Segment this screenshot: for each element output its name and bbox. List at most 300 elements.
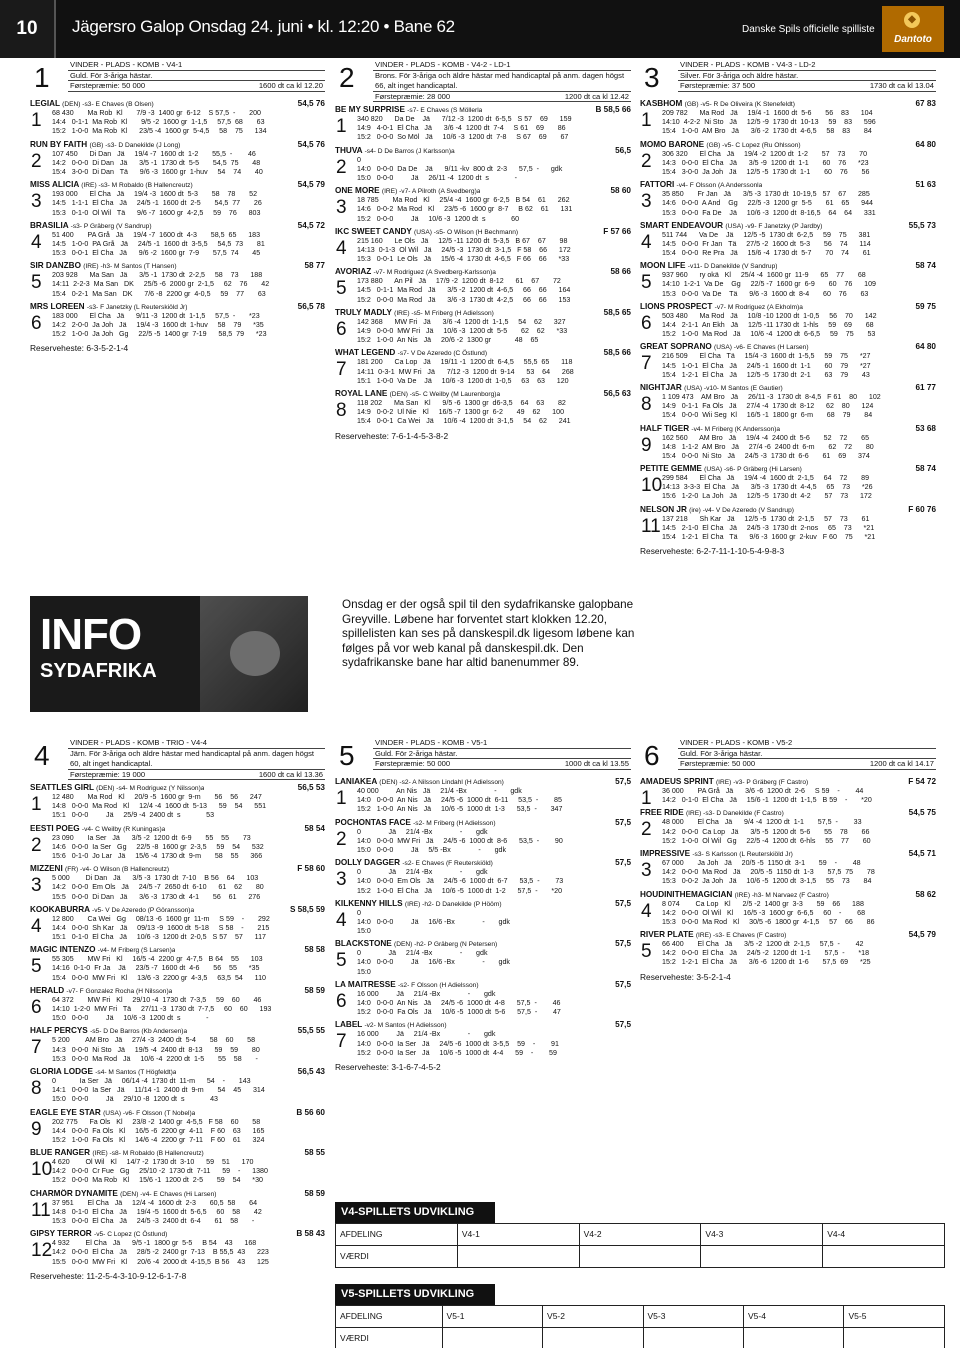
horse-name: RIVER PLATE xyxy=(640,930,694,940)
form-row: 15:4 0-0-0 MW Fri Kl 13/6 -3 2200 gr 4-3,5 63,5 54 110 xyxy=(52,973,266,982)
v4-table xyxy=(335,1223,945,1268)
horse-rating: 57,5 xyxy=(615,1020,631,1030)
form-row: 14:10 4-2-2 Ni Sto Jä 12/5 -9 1730 dt 10-13 59 83 596 xyxy=(662,118,876,127)
form-row: 14:11 2-2-3 Ma San DK 25/5 -6 2000 gr 2-1,5 62 76 42 xyxy=(52,280,270,289)
form-row: 15:1 0-1-0 El Cha Jä 10/6 -3 1200 dt 2-0,5 S 57 57 117 xyxy=(52,933,266,942)
horse-name: NIGHTJAR xyxy=(640,382,682,392)
form-row: 14:3 0-0-0 Ni Sto Jä 19/5 -4 2400 dt 8-13 59 59 80 xyxy=(52,1045,260,1054)
horse-name: KASBHOM xyxy=(640,99,683,108)
table-cell xyxy=(701,1246,823,1268)
form-row: 14:0 0-0-0 Jä 16/6 -Bx - gdk xyxy=(357,958,510,967)
horse-rating: 58 74 xyxy=(915,464,936,474)
horse-entry xyxy=(335,105,631,143)
start-number: 6 xyxy=(336,990,347,1012)
form-row: 181 200 Ca Lop Jä 19/11 -1 1200 dt 6-4,5 55,5 65 118 xyxy=(357,358,573,367)
form-row: 15:2 0-0-0 Ma Rod Jä 3/6 -3 1730 dt 4-2,5 66 66 153 xyxy=(357,295,571,304)
horse-entry xyxy=(640,505,936,543)
horse-info: (IRE) -s3- D Danekilde (F Castro) xyxy=(685,810,784,818)
table-cell: V5-4 xyxy=(744,1306,844,1328)
horse-name: ROYAL LANE xyxy=(335,388,388,398)
race-conditions: Guld. För 3-åriga hästar. xyxy=(678,749,936,760)
horse-name: FREE RIDE xyxy=(640,808,684,818)
horse-entry xyxy=(335,227,631,265)
horse-info: -s3- P Gräberg (V Sandrup) xyxy=(70,222,152,230)
form-row: 203 928 Ma San Jä 3/5 -1 1730 dt 2-2,5 58 73 188 xyxy=(52,271,263,280)
form-row: 15:6 0-1-0 Jo Lar Jä 15/6 -4 1730 dt 9-m 58 55 366 xyxy=(52,851,263,860)
reserve-horses: Reserveheste: 3-1-6-7-4-5-2 xyxy=(335,1061,441,1072)
form-row: 14:3 0-0-0 El Cha Jä 3/5 -9 1200 dt 1-1 60 76 *23 xyxy=(662,158,869,167)
race-title: VINDER - PLADS - KOMB - TRIO - V4-4 xyxy=(68,738,325,749)
form-row: 15:4 0-0-1 Ca Wei Jä 10/6 -4 1200 dt 3-1,5 54 62 241 xyxy=(357,417,571,426)
horse-rating: 58 66 xyxy=(610,267,631,277)
horse-rating: 53 68 xyxy=(915,423,936,433)
race-number: 10 xyxy=(0,0,56,58)
form-row: 15:4 3-0-0 Di Dan Tä 9/6 -3 1600 gr 1-huv 54 74 40 xyxy=(52,167,263,176)
race-title: VINDER - PLADS - KOMB - V4-3 - LD-2 xyxy=(678,60,936,71)
form-row: 0 xyxy=(357,908,361,917)
start-number: 2 xyxy=(641,819,652,841)
horse-entry xyxy=(640,383,936,421)
form-row: 14:0 0-0-0 An Nis Jä 24/5 -6 1000 dt 4-8 57,5 - 46 xyxy=(357,999,561,1007)
form-row: 14:10 1-2-0 MW Fri Tä 27/11 -3 1730 dt 7-7,5 60 60 193 xyxy=(52,1005,272,1013)
horse-info: (GB) -v5- R De Oliveira (K Stenefeldt) xyxy=(684,101,795,108)
horse-entry xyxy=(335,899,631,937)
horse-rating: F 57 66 xyxy=(603,226,631,236)
horse-info: (USA) -s6- P Gräberg (Hi Larsen) xyxy=(704,466,802,474)
form-row: 4 932 El Cha Jä 9/5 -1 1800 gr 5-5 B 54 43 168 xyxy=(52,1239,257,1248)
table-cell: VÆRDI xyxy=(336,1328,443,1348)
form-row: 23 090 Ia Ser Jä 3/5 -2 1200 dt 6-9 55 55 73 xyxy=(52,833,251,842)
horse-entry xyxy=(640,99,936,137)
form-row: 40 000 An Nis Jä 21/4 -Bx - gdk xyxy=(357,787,522,795)
race-title: VINDER - PLADS - KOMB - V5-1 xyxy=(373,738,631,749)
horse-name: AMADEUS SPRINT xyxy=(640,777,714,786)
horse-info: -s2- M Friberg (H Adielsson) xyxy=(413,819,496,827)
start-number: 9 xyxy=(641,434,652,456)
horse-info: (IRE) -s3- M Robaldo (B Hallencreutz) xyxy=(81,182,193,190)
form-row: 15:3 0-0-0 Ma Rod Kl 30/5 -6 1800 gr 4-1,5 57 66 86 xyxy=(662,917,875,926)
form-row: 183 000 El Cha Jä 9/11 -3 1200 dt 1-1,5 57,5 - *23 xyxy=(52,311,260,320)
form-row: 14:4 0-0-0 Sh Kar Jä 09/13 -9 1600 dt 5-18 S 58 - 215 xyxy=(52,923,270,932)
horse-info: -v4- F Olsson (A Anderssonla xyxy=(676,182,763,190)
horse-entry xyxy=(640,464,936,502)
form-row: 15:2 1-0-0 An Nis Jä 20/6 -2 1300 gr 48 65 xyxy=(357,336,539,345)
form-row: 66 400 El Cha Jä 3/5 -2 1200 dt 2-1,5 57,5 - 42 xyxy=(662,940,864,949)
horse-entry xyxy=(335,939,631,977)
horse-rating: 54,5 79 xyxy=(908,930,936,940)
start-number: 3 xyxy=(336,197,347,219)
table-cell xyxy=(744,1328,844,1348)
form-row: 15:3 0-0-1 El Cha Jä 9/6 -2 1600 gr 7-9 57,5 74 45 xyxy=(52,249,261,258)
horse-info: -v2- M Santos (H Adielsson) xyxy=(364,1022,447,1030)
start-number: 4 xyxy=(336,909,347,931)
form-row: 15:2 1-0-0 An Nis Jä 10/6 -5 1000 dt 1-3 53,5 - 347 xyxy=(357,805,563,814)
form-row: 15:2 1-0-0 Ol Wil Gg 22/5 -4 1200 dt 6-hls 55 77 60 xyxy=(662,836,871,845)
horse-entry xyxy=(30,221,325,259)
start-number: 8 xyxy=(31,1077,42,1099)
horse-entry xyxy=(640,140,936,178)
horse-entry xyxy=(640,302,936,340)
race-conditions: Brons. För 3-åriga och äldre hästar med handicaptal på anm. dagen högst 66, alt inget handicaptal. xyxy=(373,71,631,92)
reserve-horses: Reserveheste: 7-6-1-4-5-3-8-2 xyxy=(335,430,449,441)
horse-entry xyxy=(640,777,936,809)
horse-entry xyxy=(30,824,325,862)
form-row: 12 480 Ma Rod Kl 20/9 -5 1600 gr 9-m 56 56 247 xyxy=(52,793,262,801)
table-cell xyxy=(643,1328,743,1348)
start-number: 7 xyxy=(641,353,652,375)
start-number: 5 xyxy=(31,272,42,294)
horse-name: LEGIAL xyxy=(30,99,60,108)
horse-info: (DEN) -h2- P Gräberg (N Petersen) xyxy=(394,941,498,949)
form-row: 14:6 0-0-0 Ia Ser Gg 22/5 -8 1600 gr 2-3,5 59 54 532 xyxy=(52,842,264,851)
form-row: 14:5 1-1-1 El Cha Jä 24/5 -1 1600 dt 2-5 54,5 77 26 xyxy=(52,199,262,208)
race-title: VINDER - PLADS - KOMB - V5-2 xyxy=(678,738,936,749)
start-number: 2 xyxy=(336,156,347,178)
horse-name: BLUE RANGER xyxy=(30,1148,91,1158)
race-number: 2 xyxy=(339,62,355,93)
race-time: 1600 dt ca kl 13.36 xyxy=(258,769,323,779)
table-cell: V5-3 xyxy=(643,1306,743,1328)
horse-rating: 58 59 xyxy=(304,985,325,995)
horse-rating: 54,5 76 xyxy=(297,139,325,149)
start-number: 1 xyxy=(31,110,42,131)
v5-development: V5-SPILLETS UDVIKLING AFDELING V5-1 V5-2 V5-3 V5-4 V5-5 VÆRDI xyxy=(335,1284,945,1348)
form-row: 14:9 0-0-2 Ul Nie Kl 16/5 -7 1300 gr 6-2 49 62 100 xyxy=(357,408,565,417)
horse-rating: F 58 60 xyxy=(297,864,325,874)
horse-info: (DEN) -s4- M Rodriguez (Y Nilsson)a xyxy=(96,785,205,792)
form-row: 503 480 Ma Rod Jä 10/8 -10 1200 dt 1-0,5 56 70 142 xyxy=(662,311,877,320)
form-row: 15:3 0-0-0 Va De Tä 9/6 -3 1600 dt 8-4 60 76 63 xyxy=(662,289,869,298)
horse-info: (DEN) -s5- C Weilby (M Laurenborg)a xyxy=(389,390,501,398)
race-6 xyxy=(640,738,936,982)
first-prize: Førstepræmie: 50 000 xyxy=(680,759,756,768)
horse-entry xyxy=(30,986,325,1024)
form-row: 15:2 0-0-0 Ma Rob Kl 15/6 -1 1200 dt 2-5 59 54 *30 xyxy=(52,1176,263,1185)
horse-info: -v5- V De Azeredo (P Göransson)a xyxy=(92,906,195,914)
horse-entry xyxy=(30,1229,325,1267)
page-header xyxy=(0,0,960,58)
first-prize: Førstepræmie: 37 500 xyxy=(680,81,756,90)
start-number: 6 xyxy=(336,318,347,340)
horse-info: (IRE) -h3- M Santos (T Hansen) xyxy=(83,263,177,271)
race-title: VINDER - PLADS - KOMB - V4-2 - LD-1 xyxy=(373,60,631,71)
table-row xyxy=(336,1328,945,1348)
start-number: 3 xyxy=(31,191,42,213)
start-number: 2 xyxy=(31,150,42,172)
horse-name: LIONS PROSPECT xyxy=(640,301,713,311)
table-cell: V4-2 xyxy=(579,1224,701,1246)
start-number: 5 xyxy=(641,272,652,294)
form-row: 15:2 1-0-0 Ja Joh Gg 22/5 -5 1400 gr 7-19 58,5 79 *23 xyxy=(52,330,267,339)
reserve-horses: Reserveheste: 6-3-5-2-1-4 xyxy=(30,343,129,354)
horse-entry xyxy=(30,140,325,178)
horse-info: -v7- F Gonzalez Rocha (H Nilsson)a xyxy=(66,987,173,995)
horse-info: -s2- F Olsson (H Adielsson) xyxy=(397,981,479,989)
form-row: 216 509 El Cha Tä 15/4 -3 1600 dt 1-5,5 59 75 *27 xyxy=(662,352,871,361)
table-cell: V4-1 xyxy=(457,1224,579,1246)
form-row: 202 775 Fa Ols Kl 23/8 -2 1400 gr 4-5,5 F 58 60 58 xyxy=(52,1117,261,1126)
form-row: 5 000 Di Dan Jä 3/5 -3 1730 dt 7-10 B 56 64 103 xyxy=(52,874,259,883)
race-time: 1730 dt ca kl 13.04 xyxy=(869,81,934,90)
horse-name: HOUDINITHEMAGICIAN xyxy=(640,889,733,899)
start-number: 1 xyxy=(336,788,347,809)
form-row: 14:2 0-0-0 Ca Lop Jä 3/5 -5 1200 dt 5-6 55 78 66 xyxy=(662,827,870,836)
horse-name: TRULY MADLY xyxy=(335,307,392,317)
horse-name: MISS ALICIA xyxy=(30,180,79,190)
form-row: 35 850 Fr Jan Jä 3/5 -3 1730 dt 10-19,5 57 67 285 xyxy=(662,190,870,199)
horse-info: -v4- M Friberg (K Andersson)a xyxy=(691,425,781,433)
form-row: 14:0 0-0-0 Em Ols Jä 24/5 -6 1000 dt 6-7 53,5 - 73 xyxy=(357,877,564,886)
horse-rating: 58,5 66 xyxy=(603,348,631,358)
horse-rating: 56,5 xyxy=(615,145,631,155)
horse-rating: 58 60 xyxy=(610,186,631,196)
horse-entry xyxy=(30,302,325,340)
table-cell xyxy=(823,1246,945,1268)
form-row: 4 620 Ol Wil Kl 14/7 -2 1730 dt 3-10 59 51 170 xyxy=(52,1158,254,1167)
form-row: 14:0 0-0-0 Da De Jä 9/11 -kv 800 dt 2-3 57,5 - gdk xyxy=(357,164,563,173)
horse-info: -v4- C Weilby (R Kuningas)a xyxy=(81,825,166,833)
form-row: 14:11 0-3-1 MW Fri Jä 7/12 -3 1200 dt 9-14 53 64 268 xyxy=(357,367,574,376)
horse-info: (ire) -v4- V De Azeredo (V Sandrup) xyxy=(689,506,794,514)
horse-name: EAGLE EYE STAR xyxy=(30,1107,101,1117)
horse-info: (USA) -v9- F Janetzky (P Jardby) xyxy=(725,222,823,230)
horse-entry xyxy=(335,267,631,305)
horse-info: (GB) -v5- C Lopez (Ru Ohlsson) xyxy=(706,141,801,149)
horse-name: WHAT LEGEND xyxy=(335,348,396,358)
table-cell xyxy=(579,1246,701,1268)
horse-info: (IRE) -s8- M Robaldo (B Hallencreutz) xyxy=(92,1150,204,1158)
horse-rating: S 58,5 59 xyxy=(289,904,325,914)
race-3 xyxy=(640,60,936,557)
horse-rating: 64 80 xyxy=(915,342,936,352)
start-number: 2 xyxy=(336,828,347,850)
horse-info: -s7- V De Azeredo (C Östlund) xyxy=(397,350,488,358)
start-number: 3 xyxy=(641,859,652,881)
horse-entry xyxy=(335,1020,631,1058)
horse-entry xyxy=(30,864,325,902)
horse-rating: 61 77 xyxy=(915,382,936,392)
start-number: 1 xyxy=(641,788,652,809)
start-number: 2 xyxy=(31,834,42,856)
table-row xyxy=(336,1246,945,1268)
form-row: 15:2 1-0-0 Ma Rod Jä 10/6 -4 1200 dt 6-6,5 59 75 53 xyxy=(662,330,876,339)
form-row: 15:2 0-0-0 Fa Ols Jä 10/6 -5 1000 dt 5-6 57,5 - 47 xyxy=(357,1008,561,1017)
form-row: 15:4 1-2-1 El Cha Jä 12/5 -5 1730 dt 2-1 63 79 43 xyxy=(662,370,870,379)
form-row: 15:0 0-0-0 Jä 26/11 -4 1200 dt s - xyxy=(357,173,517,182)
form-row: 14:5 0-0-0 Fr Jan Tä 27/5 -2 1600 dt 5-3 56 74 114 xyxy=(662,239,871,248)
form-row: 14:10 1-2-1 Va De Gg 22/5 -7 1600 gr 6-9 60 76 109 xyxy=(662,280,876,289)
start-number: 7 xyxy=(336,359,347,381)
form-row: 36 000 PA Grå Jä 3/6 -6 1200 dt 2-6 S 59 - 44 xyxy=(662,787,864,795)
start-number: 7 xyxy=(336,1031,347,1053)
form-row: 1 109 473 AM Bro Jä 26/11 -3 1730 dt 8-4,5 F 61 80 102 xyxy=(662,392,881,401)
form-row: 14:4 0-0-0 Fa Ols Kl 16/5 -6 2200 gr 4-11 F 60 63 165 xyxy=(52,1126,265,1135)
race-time: 1600 dt ca kl 12.20 xyxy=(258,81,323,90)
form-row: 15:2 0-0-0 Jä 10/6 -3 1200 dt s 60 xyxy=(357,214,520,223)
horse-rating: 51 63 xyxy=(915,180,936,190)
horse-rating: 55,5 73 xyxy=(908,220,936,230)
horse-rating: 58 62 xyxy=(915,889,936,899)
horse-name: EESTI POEG xyxy=(30,823,80,833)
horse-name: LABEL xyxy=(335,1020,363,1030)
form-row: 15:2 0-0-0 So Möl Jä 10/6 -3 1200 dt 7-8 S 67 69 67 xyxy=(357,133,569,142)
horse-name: LA MAITRESSE xyxy=(335,979,396,989)
form-row: 15:0 0-0-0 Jä 29/10 -8 1200 dt s 43 xyxy=(52,1095,219,1104)
horse-name: RUN BY FAITH xyxy=(30,139,88,149)
reserve-horses: Reserveheste: 6-2-7-11-1-10-5-4-9-8-3 xyxy=(640,546,785,557)
form-row: 15:3 0-0-0 Ma Rod Jä 10/6 -4 2200 dt 1-5 55 58 - xyxy=(52,1054,258,1063)
start-number: 11 xyxy=(641,515,661,537)
horse-rating: 54,5 75 xyxy=(908,808,936,818)
form-row: 55 305 MW Fri Kl 16/5 -4 2200 gr 4-7,5 B 64 55 103 xyxy=(52,955,263,964)
horse-name: DOLLY DAGGER xyxy=(335,858,401,868)
start-number: 5 xyxy=(336,950,347,972)
horse-rating: 58 55 xyxy=(304,1148,325,1158)
form-row: 14:5 0-1-1 Ma Rod Jä 3/5 -2 1200 dt 4-6,5 66 66 164 xyxy=(357,286,571,295)
horse-name: FATTORI xyxy=(640,180,675,190)
form-row: 15:4 3-0-0 Ja Joh Jä 12/5 -5 1730 dt 1-1 60 76 56 xyxy=(662,167,870,176)
start-number: 4 xyxy=(641,900,652,922)
form-row: 193 000 El Cha Jä 19/4 -3 1600 dt 5-3 58 78 52 xyxy=(52,190,258,199)
horse-entry xyxy=(640,221,936,259)
form-row: 12 800 Ca Wei Gg 08/13 -6 1600 gr 11-m S 59 - 292 xyxy=(52,914,270,923)
horse-name: MRS LOREEN xyxy=(30,301,85,311)
horse-photo xyxy=(200,596,308,712)
horse-rating: 54,5 72 xyxy=(297,220,325,230)
start-number: 5 xyxy=(641,941,652,963)
horse-info: (DEN) -v4- E Chaves (Hi Larsen) xyxy=(120,1190,217,1198)
horse-info: -v4- M Friberg (S Larsen)a xyxy=(97,947,176,955)
form-row: 142 368 MW Fri Jä 3/6 -4 1200 dt 1-1,5 54 62 327 xyxy=(357,317,566,326)
horse-rating: 55,5 55 xyxy=(297,1026,325,1036)
start-number: 9 xyxy=(31,1118,42,1140)
table-cell: V5-2 xyxy=(543,1306,643,1328)
start-number: 3 xyxy=(641,191,652,213)
form-row: 15:0 xyxy=(357,927,371,936)
form-row: 15:1 0-0-0 Jä 25/9 -4 2400 dt s 53 xyxy=(52,811,215,820)
horse-entry xyxy=(335,348,631,386)
start-number: 1 xyxy=(336,116,347,137)
horse-entry xyxy=(335,858,631,896)
first-prize: Førstepræmie: 19 000 xyxy=(70,769,146,779)
race-conditions: Guld. För 3-åriga hästar. xyxy=(68,71,325,82)
start-number: 10 xyxy=(641,475,663,497)
horse-rating: 57,5 xyxy=(615,979,631,989)
table-cell xyxy=(442,1328,542,1348)
info-banner: INFO SYDAFRIKA xyxy=(30,596,308,712)
form-row: 14:2 0-0-0 Cr Fue Gg 25/10 -2 1730 dt 7-11 59 - 1380 xyxy=(52,1167,268,1176)
form-row: 15:5 0-0-0 MW Fri Kl 20/6 -4 2000 dt 4-15,5 B 56 43 125 xyxy=(52,1257,269,1266)
horse-info: (DEN) -s3- E Chaves (B Olsen) xyxy=(62,101,154,108)
form-row: 162 560 AM Bro Jä 19/4 -4 2400 dt 5-6 52 72 65 xyxy=(662,433,870,442)
horse-rating: 58 77 xyxy=(304,261,325,271)
form-row: 173 880 An Pil Jä 17/9 -2 1200 dt 8-12 61 67 72 xyxy=(357,277,561,286)
form-row: 306 320 El Cha Jä 19/4 -2 1200 dt 1-2 57 73 70 xyxy=(662,149,868,158)
start-number: 8 xyxy=(641,393,652,415)
table-cell xyxy=(457,1246,579,1268)
horse-rating: 58 74 xyxy=(915,261,936,271)
horse-rating: 54,5 79 xyxy=(297,180,325,190)
form-row: 48 000 El Cha Jä 9/4 -4 1200 dt 1-1 57,5 - 33 xyxy=(662,818,862,827)
form-row: 15:1 1-0-0 Va De Jä 10/6 -3 1200 dt 1-0,5 63 63 120 xyxy=(357,376,569,385)
race-title: VINDER - PLADS - KOMB - V4-1 xyxy=(68,60,325,71)
horse-name: ONE MORE xyxy=(335,186,380,196)
form-row: 64 372 MW Fri Kl 29/10 -4 1730 dt 7-3,5 59 60 46 xyxy=(52,995,262,1004)
form-row: 14:4 0-1-1 Ma Rob Kl 9/5 -2 1600 gr 1-1,5 57,5 68 63 xyxy=(52,118,265,127)
horse-info: -v5- C Lopez (C Östlund) xyxy=(94,1231,168,1239)
start-number: 7 xyxy=(31,1037,42,1059)
horse-info: -s2- E Chaves (F Reuterskiöld) xyxy=(402,860,493,868)
table-cell: AFDELING xyxy=(336,1306,443,1328)
form-row: 15:6 1-2-0 La Joh Jä 12/5 -5 1730 dt 4-2 57 73 172 xyxy=(662,492,872,501)
first-prize: Førstepræmie: 50 000 xyxy=(70,81,146,90)
horse-rating: 56,5 53 xyxy=(297,783,325,792)
horse-info: (USA) -s5- O Wilson (H Bechmann) xyxy=(414,228,519,236)
header-subtitle: Danske Spils officielle spilliste xyxy=(742,24,875,35)
horse-rating: F 60 76 xyxy=(908,504,936,514)
race-number: 1 xyxy=(34,62,50,93)
horse-rating: 57,5 xyxy=(615,898,631,908)
start-number: 6 xyxy=(641,312,652,334)
horse-info: -s3- S Karlsson (L Reuterskiöld Jr) xyxy=(692,850,793,858)
horse-info: -s7- E Chaves (S Möllerla xyxy=(407,107,483,114)
horse-entry xyxy=(30,783,325,821)
form-row: 14:16 0-1-0 Fr Ja Jä 23/5 -7 1600 dt 4-6 56 55 *35 xyxy=(52,964,260,973)
race-1 xyxy=(30,60,325,354)
start-number: 1 xyxy=(31,794,42,815)
horse-name: MOON LIFE xyxy=(640,261,686,271)
form-row: 15:0 0-0-0 Jä 10/6 -3 1200 dt s - xyxy=(52,1014,209,1023)
table-cell: V5-1 xyxy=(442,1306,542,1328)
horse-rating: 58 58 xyxy=(304,945,325,955)
race-conditions: Silver. För 3-åriga och äldre hästar. xyxy=(678,71,936,82)
form-row: 15:0 0-0-0 Jä 5/5 -Bx - gdk xyxy=(357,845,507,854)
race-2 xyxy=(335,60,631,441)
form-row: 15:3 0-1-0 Ol Wil Tä 9/6 -7 1600 gr 4-2,5 59 76 803 xyxy=(52,208,261,217)
horse-entry xyxy=(640,424,936,462)
form-row: 0 Jä 21/4 -Bx - gdk xyxy=(357,827,488,836)
race-number: 6 xyxy=(644,740,660,771)
horse-info: -v7- M Rodriguez (A Ekholm)a xyxy=(714,303,803,311)
horse-info: (IRE) -v3- P Gräberg (F Castro) xyxy=(715,779,809,786)
form-row: 14:1 0-0-0 Ia Ser Jä 11/14 -1 2400 dt 9-m 54 45 314 xyxy=(52,1086,265,1095)
race-4 xyxy=(30,738,325,1282)
race-5 xyxy=(335,738,631,1073)
form-row: 18 785 Ma Rod Kl 25/4 -4 1600 gr 6-2,5 B 54 61 262 xyxy=(357,196,570,205)
form-row: 15:4 1-2-1 El Cha Tä 9/6 -3 1600 gr 2-kuv F 60 75 *21 xyxy=(662,533,876,541)
form-row: 16 000 Jä 21/4 -Bx - gdk xyxy=(357,989,496,998)
race-time: 1200 dt ca kl 14.17 xyxy=(869,759,934,768)
horse-entry xyxy=(335,980,631,1018)
table-cell: VÆRDI xyxy=(336,1246,458,1268)
form-row: 15:3 0-0-0 Fa De Jä 10/6 -3 1200 dt 8-16,5 64 64 331 xyxy=(662,208,876,217)
race-number: 4 xyxy=(34,740,50,771)
form-row: 14:8 0-0-0 Ma Rod Kl 12/4 -4 1600 dt 5-13 59 54 551 xyxy=(52,802,267,811)
form-row: 14:8 0-1-0 El Cha Jä 19/4 -5 1600 dt 5-6,5 60 58 42 xyxy=(52,1207,262,1216)
start-number: 4 xyxy=(31,915,42,937)
form-row: 14:6 0-0-0 A And Gg 22/5 -3 1200 gr 5-5 61 65 944 xyxy=(662,199,873,208)
form-row: 37 951 El Cha Jä 12/4 -4 1600 dt 2-3 60,5 58 64 xyxy=(52,1198,258,1207)
form-row: 14:5 1-0-0 PA Grå Jä 24/5 -1 1600 dt 3-5,5 54,5 73 81 xyxy=(52,239,265,248)
horse-entry xyxy=(335,186,631,224)
form-row: 14:9 0-1-1 Fa Ols Jä 27/4 -4 1730 dt 8-12 62 80 124 xyxy=(662,402,874,411)
horse-name: PETITE GEMME xyxy=(640,464,702,474)
horse-entry xyxy=(335,146,631,184)
table-row xyxy=(336,1224,945,1246)
horse-info: (USA) -v6- F Olsson (T Nobel)a xyxy=(103,1109,196,1117)
form-row: 15:3 0-0-2 Ja Joh Jä 10/6 -5 1200 dt 3-1,5 55 73 84 xyxy=(662,877,872,886)
form-row: 107 450 Di Dan Jä 19/4 -7 1600 dt 1-2 55,5 - 46 xyxy=(52,149,256,158)
